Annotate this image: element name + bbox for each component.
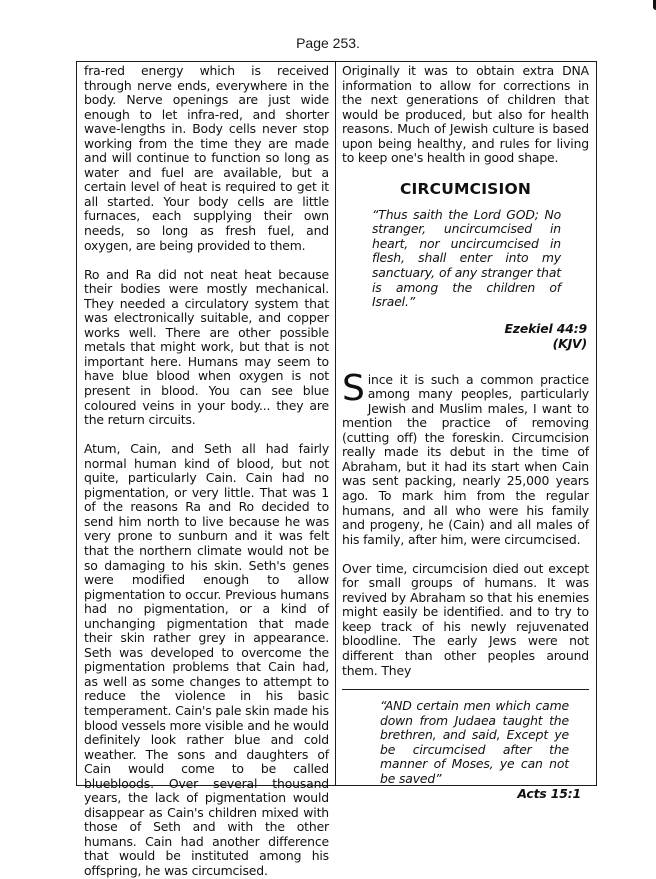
left-paragraph-2: Ro and Ra did not neat heat because their bodies were mostly mechanical. They needed a circulatory system that was electronically suitable, and copper works well. There are other possible metals that might work, but that is not important here. Humans may seem to have blue blood when oxygen is not present in blood. You can see blue coloured veins in your body... they are the return circuits. <box>84 266 329 428</box>
ezekiel-version: (KJV) <box>552 335 587 351</box>
circumcision-paragraph-1-text: ince it is such a common practice among many peoples, particularly Jewish and Muslim males, I want to mention the practice of removing (cutting off) the foreskin. Circumcision really made its debut in the time of Abraham, but it had its start when Cain was sent packing, nearly 25,000 years ago. To mark him from the regular humans, and all who were his family and progeny, he (Cain) and all males of his family, after him, were circumcised. <box>342 371 589 547</box>
section-heading: CIRCUMCISION <box>399 179 532 198</box>
right-intro-paragraph: Originally it was to obtain extra DNA information to allow for corrections in the next generations of children that would be produced, but also for health reasons. Much of Jewish culture is based upon being healthy, and rules for living to keep one's health in good shape. <box>342 63 589 166</box>
ezekiel-quote: “Thus saith the Lord GOD; No stranger, uncircumcised in heart, nor uncircumcised in flesh, shall enter into my sanctuary, of any stranger that is among the children of Israel.” <box>372 206 561 310</box>
page-number: Page 253. <box>296 35 360 51</box>
circumcision-paragraph-2: Over time, circumcision died out except for small groups of humans. It was revived by Abraham so that his enemies might easily be identified. and to try to keep track of his newly rejuvenated bloodline. The early Jews were not different than other peoples around them. They <box>342 560 589 678</box>
left-paragraph-1: fra-red energy which is received through nerve ends, everywhere in the body. Nerve openings are just wide enough to let infra-red, and shorter wave-lengths in. Body cells never stop working from the time they are made and will continue to function so long as water and fuel are available, but a certain level of heat is required to get it all started. Your body cells are little furnaces, each supplying their own needs, so long as fresh fuel, and oxygen, are being provided to them. <box>84 63 329 253</box>
right-column <box>336 62 596 802</box>
left-column <box>77 62 336 878</box>
left-paragraph-3: Atum, Cain, and Seth all had fairly normal human kind of blood, but not quite, particularly Cain. Cain had no pigmentation, or very little. That was 1 of the reasons Ra and Ro decided to send him north to live because he was very prone to sunburn and it was felt that the northern climate would not be so damaging to his skin. Seth's genes were modified enough to allow pigmentation to occur. Previous humans had no pigmentation, or a kind of unchanging pigmentation that made their skin rather grey in appearance. Seth was developed to overcome the pigmentation problems that Cain had, as well as some changes to attempt to reduce the violence in his basic temperament. Cain's pale skin made his blood vessels more visible and he would definitely look rather blue and cold weather. The sons and daughters of Cain would come to be called bluebloods. Over several thousand years, the lack of pigmentation would disappear as Cain's children mixed with those of Seth and with the other humans. Cain had another difference that would be instituted among his offspring, he was circumcised. <box>84 441 329 878</box>
two-column-frame <box>76 61 597 878</box>
circumcision-paragraph-1 <box>342 367 589 548</box>
dropcap-letter: S <box>342 367 365 409</box>
quote-separator <box>342 689 589 690</box>
acts-reference: Acts 15:1 <box>517 786 581 802</box>
ezekiel-reference: Ezekiel 44:9 <box>504 320 587 336</box>
acts-quote: “AND certain men which came down from Judaea taught the brethren, and said, Except ye be circumcised after the manner of Moses, ye can not be saved” <box>380 698 569 786</box>
